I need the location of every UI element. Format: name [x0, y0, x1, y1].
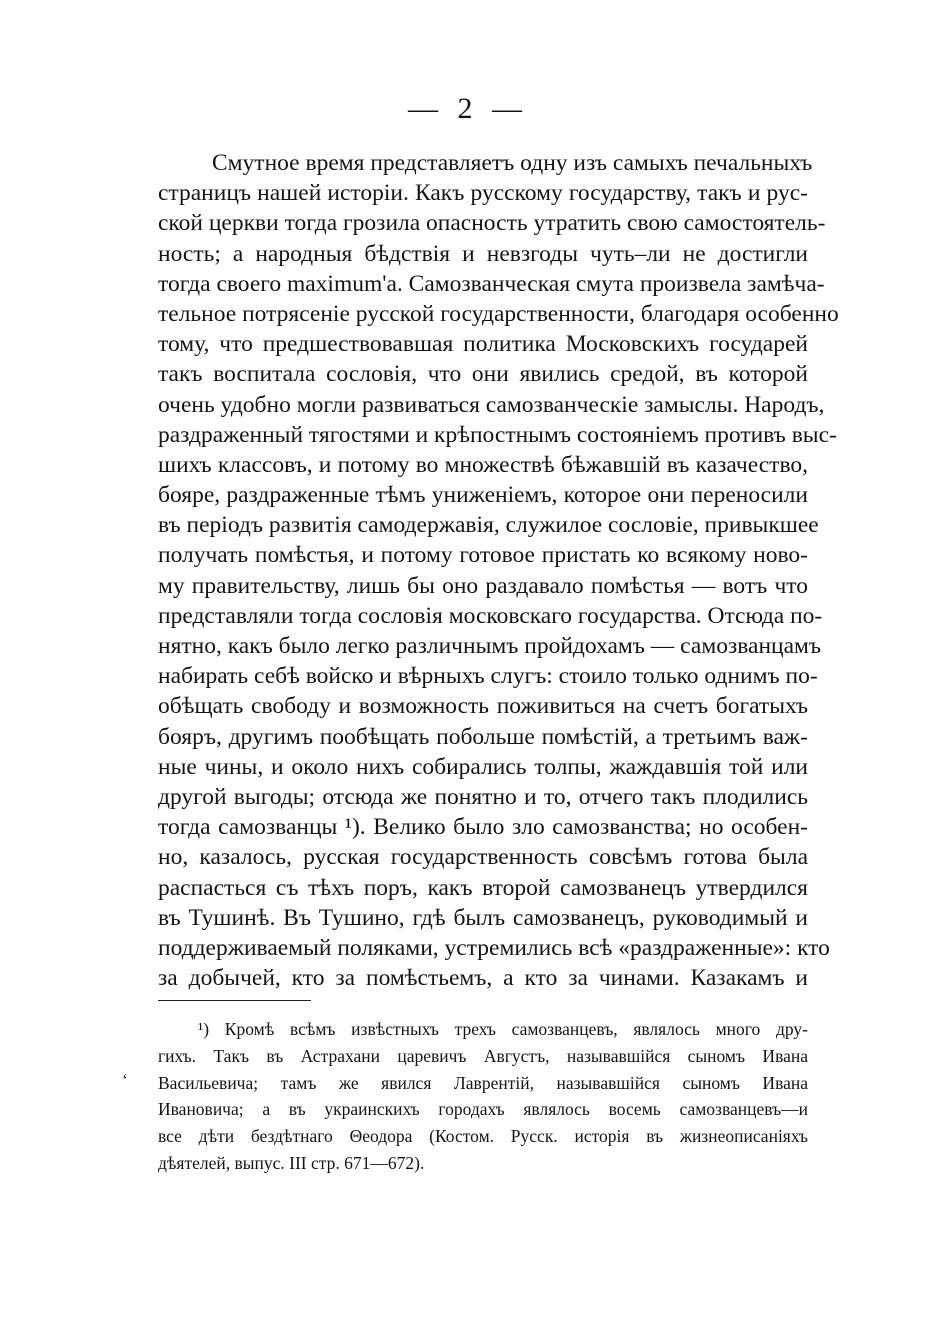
- body-line: очень удобно могли развиваться самозванческіе замыслы. Народъ,: [158, 391, 825, 418]
- body-line: получать помѣстья, и потому готовое пристать ко всякому ново-: [158, 542, 808, 569]
- body-line: обѣщать свободу и возможность поживиться на счетъ богатыхъ: [158, 693, 808, 720]
- body-line: шихъ классовъ, и потому во множествѣ бѣжавшій въ казачество,: [158, 451, 808, 478]
- body-line: нятно, какъ было легко различнымъ пройдохамъ — самозванцамъ: [158, 633, 822, 659]
- body-line: за добычей, кто за помѣстьемъ, а кто за чинами. Казакамъ и: [158, 965, 808, 992]
- body-line: такъ воспитала сословія, что они явились средой, въ которой: [158, 361, 808, 388]
- body-line: Смутное время представляетъ одну изъ самыхъ печальныхъ: [212, 150, 813, 176]
- body-line: поддерживаемый поляками, устремились всѣ «раздраженные»: кто: [158, 934, 830, 961]
- body-line: набирать себѣ войско и вѣрныхъ слугъ: стоило только однимъ по-: [158, 663, 818, 690]
- body-line: тогда самозванцы ¹). Велико было зло самозванства; но особен-: [158, 814, 808, 841]
- footnote-line: все дѣти бездѣтнаго Θеодора (Костом. Русск. исторія въ жизнеописаніяхъ: [158, 1126, 808, 1147]
- footnote-line: гихъ. Такъ въ Астрахани царевичъ Августъ, называвшійся сыномъ Ивана: [158, 1045, 808, 1066]
- footnote-line: дѣятелей, выпус. III стр. 671—672).: [158, 1152, 425, 1173]
- footnote-line: Васильевича; тамъ же явился Лаврентій, называвшійся сыномъ Ивана: [158, 1072, 808, 1093]
- body-line: тельное потрясеніе русской государственности, благодаря особенно: [158, 300, 839, 327]
- body-text: [158, 148, 839, 993]
- body-line: бояре, раздраженные тѣмъ униженіемъ, которое они переносили: [158, 482, 808, 509]
- body-line: страницъ нашей исторіи. Какъ русскому государству, такъ и рус-: [158, 180, 808, 207]
- body-line: другой выгоды; отсюда же понятно и то, отчего такъ плодились: [158, 783, 808, 810]
- body-line: тому, что предшествовавшая политика Московскихъ государей: [158, 331, 808, 358]
- page-number: — 2 —: [408, 92, 528, 125]
- body-line: ные чины, и около нихъ собирались толпы, жаждавшія той или: [158, 753, 808, 780]
- body-line: представляли тогда сословія московскаго государства. Отсюда по-: [158, 602, 823, 629]
- body-line: му правительству, лишь бы оно раздавало помѣстья — вотъ что: [158, 572, 808, 599]
- footnote-rule: [158, 1000, 311, 1001]
- margin-mark: ʻ: [122, 1070, 128, 1090]
- body-line: ской церкви тогда грозила опасность утратить свою самостоятель-: [158, 210, 826, 237]
- body-line: бояръ, другимъ пообѣщать побольше помѣстій, а третьимъ важ-: [158, 723, 808, 750]
- footnote-line: ¹) Кромѣ всѣмъ извѣстныхъ трехъ самозванцевъ, являлось много дру-: [198, 1019, 808, 1039]
- body-line: тогда своего maximum'а. Самозванческая смута произвела замѣча-: [158, 270, 825, 297]
- footnote-line: Ивановича; а въ украинскихъ городахъ являлось восемь самозванцевъ—и: [158, 1099, 808, 1120]
- body-line: но, казалось, русская государственность совсѣмъ готова была: [158, 844, 808, 871]
- body-line: раздраженный тягостями и крѣпостнымъ состояніемъ противъ выс-: [158, 421, 837, 448]
- body-line: въ Тушинѣ. Въ Тушино, гдѣ былъ самозванецъ, руководимый и: [158, 904, 808, 931]
- body-line: въ періодъ развитія самодержавія, служилое сословіе, привыкшее: [158, 512, 819, 539]
- body-line: ность; а народныя бѣдствія и невзгоды чуть–ли не достигли: [158, 240, 808, 267]
- footnote: [158, 1016, 808, 1177]
- body-line: распасться съ тѣхъ поръ, какъ второй самозванецъ утвердился: [158, 874, 808, 901]
